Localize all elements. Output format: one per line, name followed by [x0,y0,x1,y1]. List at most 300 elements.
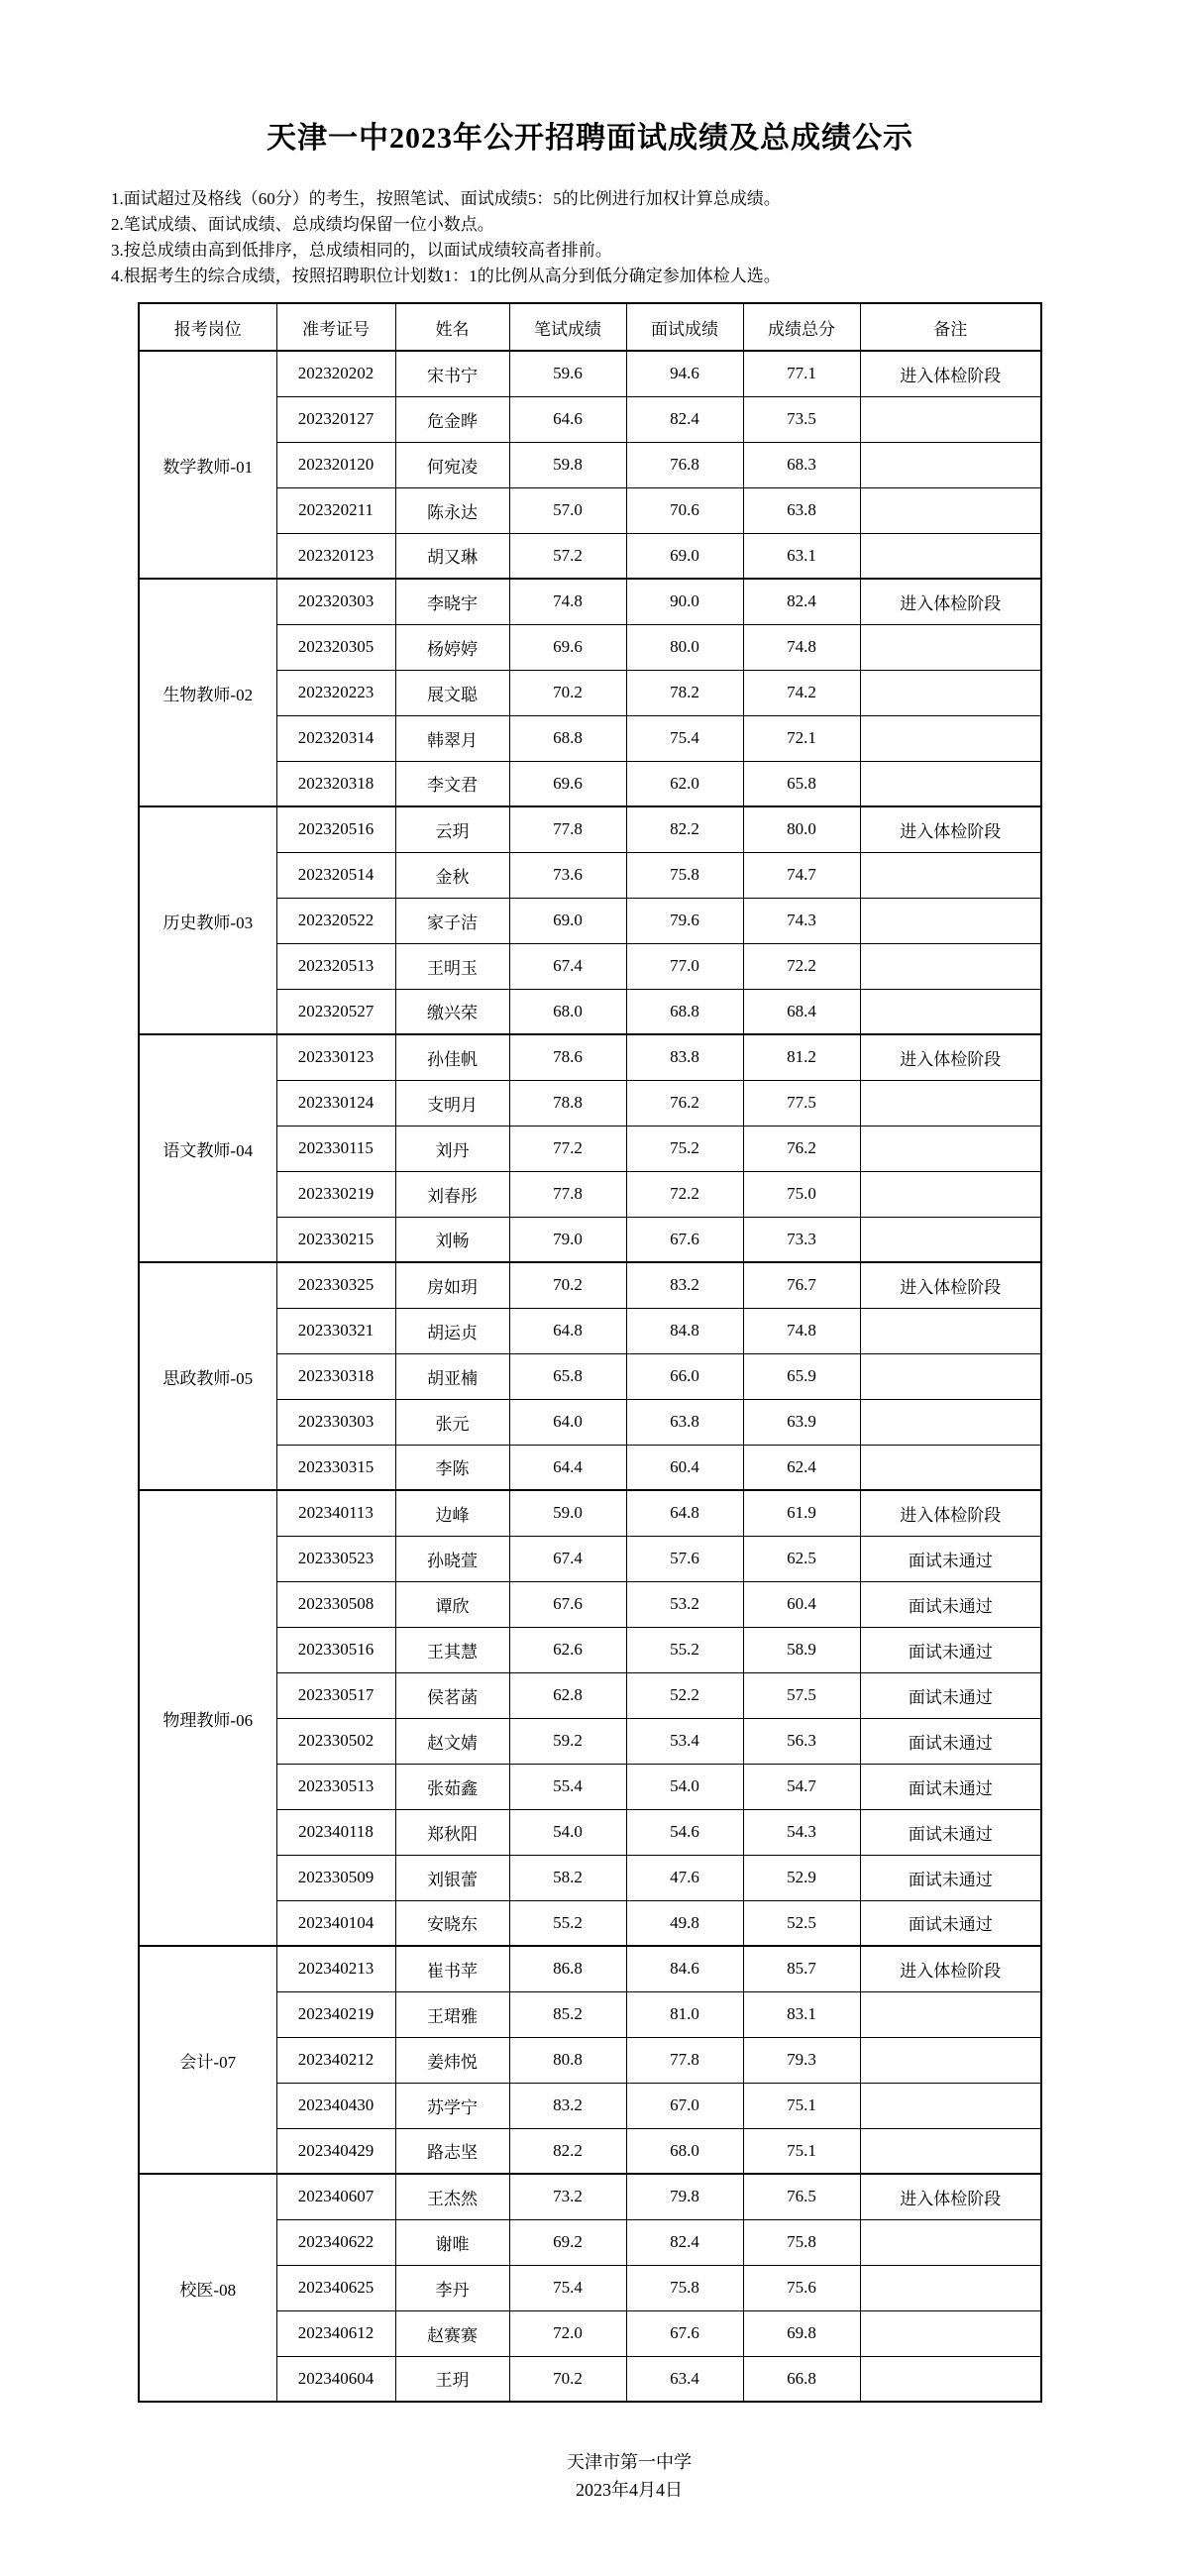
cell-written-score: 77.8 [509,806,626,852]
cell-interview-score: 67.0 [626,2083,743,2128]
cell-exam-id: 202340625 [276,2265,395,2310]
cell-remark [860,487,1041,533]
cell-name: 崔书苹 [395,1946,509,1991]
table-row [139,1490,1041,1536]
cell-interview-score: 49.8 [626,1900,743,1946]
cell-exam-id: 202320305 [276,624,395,670]
cell-total-score: 66.8 [743,2356,860,2402]
table-row [139,806,1041,852]
cell-exam-id: 202330215 [276,1217,395,1262]
cell-name: 危金晔 [395,396,509,442]
cell-remark: 面试未通过 [860,1581,1041,1627]
cell-total-score: 83.1 [743,1991,860,2037]
cell-interview-score: 67.6 [626,1217,743,1262]
cell-remark: 面试未通过 [860,1536,1041,1581]
cell-exam-id: 202340607 [276,2174,395,2219]
cell-interview-score: 75.8 [626,2265,743,2310]
cell-total-score: 69.8 [743,2310,860,2356]
cell-remark [860,624,1041,670]
cell-written-score: 64.8 [509,1308,626,1353]
cell-position: 历史教师-03 [139,806,276,1034]
note-line-3: 3.按总成绩由高到低排序，总成绩相同的，以面试成绩较高者排前。 [111,241,612,260]
cell-written-score: 69.0 [509,898,626,943]
cell-interview-score: 75.4 [626,715,743,761]
cell-interview-score: 57.6 [626,1536,743,1581]
cell-position: 物理教师-06 [139,1490,276,1946]
footer [500,2448,758,2504]
cell-name: 安晓东 [395,1900,509,1946]
cell-remark [860,1353,1041,1399]
cell-remark [860,898,1041,943]
note-line-1: 1.面试超过及格线（60分）的考生，按照笔试、面试成绩5：5的比例进行加权计算总成绩。 [111,189,781,208]
cell-remark: 面试未通过 [860,1718,1041,1764]
cell-interview-score: 55.2 [626,1627,743,1672]
cell-exam-id: 202340118 [276,1809,395,1855]
cell-total-score: 77.1 [743,351,860,396]
cell-interview-score: 79.8 [626,2174,743,2219]
cell-written-score: 54.0 [509,1809,626,1855]
cell-exam-id: 202330315 [276,1445,395,1490]
cell-exam-id: 202340213 [276,1946,395,1991]
page-title: 天津一中2023年公开招聘面试成绩及总成绩公示 [267,122,913,155]
cell-remark: 面试未通过 [860,1809,1041,1855]
cell-written-score: 55.2 [509,1900,626,1946]
cell-remark: 进入体检阶段 [860,1490,1041,1536]
cell-remark [860,2128,1041,2174]
cell-interview-score: 94.6 [626,351,743,396]
cell-total-score: 76.7 [743,1262,860,1308]
cell-remark [860,533,1041,579]
cell-exam-id: 202330123 [276,1034,395,1080]
cell-exam-id: 202330508 [276,1581,395,1627]
cell-interview-score: 53.4 [626,1718,743,1764]
cell-exam-id: 202340622 [276,2219,395,2265]
cell-exam-id: 202330124 [276,1080,395,1126]
cell-remark [860,1308,1041,1353]
cell-remark [860,1445,1041,1490]
cell-name: 王玥 [395,2356,509,2402]
cell-exam-id: 202340612 [276,2310,395,2356]
cell-written-score: 59.6 [509,351,626,396]
cell-interview-score: 54.0 [626,1764,743,1809]
cell-interview-score: 84.6 [626,1946,743,1991]
cell-written-score: 62.6 [509,1627,626,1672]
cell-remark [860,1991,1041,2037]
table-row [139,1262,1041,1308]
cell-exam-id: 202320522 [276,898,395,943]
cell-interview-score: 76.8 [626,442,743,487]
cell-interview-score: 75.8 [626,852,743,898]
cell-total-score: 82.4 [743,579,860,624]
cell-exam-id: 202340219 [276,1991,395,2037]
cell-total-score: 75.6 [743,2265,860,2310]
cell-written-score: 68.0 [509,989,626,1034]
table-row [139,579,1041,624]
cell-exam-id: 202320127 [276,396,395,442]
cell-name: 谭欣 [395,1581,509,1627]
cell-interview-score: 67.6 [626,2310,743,2356]
cell-name: 展文聪 [395,670,509,715]
cell-remark [860,943,1041,989]
cell-name: 刘银蕾 [395,1855,509,1900]
cell-written-score: 59.2 [509,1718,626,1764]
col-header-name: 姓名 [395,303,509,351]
cell-position: 数学教师-01 [139,351,276,579]
cell-exam-id: 202320223 [276,670,395,715]
cell-remark [860,1217,1041,1262]
cell-name: 李晓宇 [395,579,509,624]
cell-written-score: 62.8 [509,1672,626,1718]
cell-interview-score: 77.0 [626,943,743,989]
cell-interview-score: 47.6 [626,1855,743,1900]
cell-remark [860,2037,1041,2083]
cell-interview-score: 72.2 [626,1171,743,1217]
cell-total-score: 68.4 [743,989,860,1034]
cell-total-score: 54.7 [743,1764,860,1809]
cell-position: 会计-07 [139,1946,276,2174]
cell-name: 姜炜悦 [395,2037,509,2083]
cell-name: 张茹鑫 [395,1764,509,1809]
cell-name: 韩翠月 [395,715,509,761]
cell-remark: 面试未通过 [860,1764,1041,1809]
cell-remark [860,1399,1041,1445]
cell-name: 何宛凌 [395,442,509,487]
cell-total-score: 62.4 [743,1445,860,1490]
cell-total-score: 74.2 [743,670,860,715]
col-header-exam-id: 准考证号 [276,303,395,351]
table-row [139,1946,1041,1991]
cell-total-score: 74.8 [743,1308,860,1353]
cell-name: 苏学宁 [395,2083,509,2128]
table-row [139,2174,1041,2219]
cell-written-score: 70.2 [509,670,626,715]
cell-name: 孙晓萱 [395,1536,509,1581]
table-row [139,1034,1041,1080]
table-header-row [139,303,1041,351]
cell-total-score: 54.3 [743,1809,860,1855]
col-header-remark: 备注 [860,303,1041,351]
cell-written-score: 78.6 [509,1034,626,1080]
cell-remark [860,2356,1041,2402]
cell-remark: 面试未通过 [860,1900,1041,1946]
cell-exam-id: 202320527 [276,989,395,1034]
col-header-interview-score: 面试成绩 [626,303,743,351]
col-header-position: 报考岗位 [139,303,276,351]
cell-total-score: 56.3 [743,1718,860,1764]
cell-total-score: 85.7 [743,1946,860,1991]
cell-remark [860,442,1041,487]
cell-name: 路志坚 [395,2128,509,2174]
cell-written-score: 58.2 [509,1855,626,1900]
cell-remark [860,670,1041,715]
cell-written-score: 79.0 [509,1217,626,1262]
cell-interview-score: 69.0 [626,533,743,579]
cell-total-score: 63.8 [743,487,860,533]
cell-exam-id: 202330303 [276,1399,395,1445]
cell-written-score: 72.0 [509,2310,626,2356]
cell-name: 金秋 [395,852,509,898]
cell-interview-score: 83.2 [626,1262,743,1308]
cell-remark [860,2219,1041,2265]
cell-name: 胡运贞 [395,1308,509,1353]
col-header-written-score: 笔试成绩 [509,303,626,351]
cell-name: 房如玥 [395,1262,509,1308]
cell-total-score: 74.3 [743,898,860,943]
cell-written-score: 59.8 [509,442,626,487]
cell-name: 缴兴荣 [395,989,509,1034]
cell-written-score: 67.6 [509,1581,626,1627]
cell-name: 王杰然 [395,2174,509,2219]
cell-interview-score: 62.0 [626,761,743,806]
cell-total-score: 52.5 [743,1900,860,1946]
cell-exam-id: 202340104 [276,1900,395,1946]
cell-name: 边峰 [395,1490,509,1536]
cell-written-score: 70.2 [509,2356,626,2402]
cell-position: 校医-08 [139,2174,276,2402]
cell-remark: 进入体检阶段 [860,1034,1041,1080]
cell-interview-score: 75.2 [626,1126,743,1171]
cell-exam-id: 202320211 [276,487,395,533]
cell-exam-id: 202340429 [276,2128,395,2174]
cell-name: 胡又琳 [395,533,509,579]
cell-exam-id: 202330318 [276,1353,395,1399]
cell-name: 王珺雅 [395,1991,509,2037]
cell-name: 孙佳帆 [395,1034,509,1080]
cell-name: 胡亚楠 [395,1353,509,1399]
cell-exam-id: 202320314 [276,715,395,761]
cell-name: 刘春彤 [395,1171,509,1217]
cell-name: 张元 [395,1399,509,1445]
cell-exam-id: 202320318 [276,761,395,806]
cell-written-score: 77.8 [509,1171,626,1217]
cell-exam-id: 202330115 [276,1126,395,1171]
cell-name: 刘畅 [395,1217,509,1262]
cell-position: 思政教师-05 [139,1262,276,1490]
cell-remark [860,989,1041,1034]
cell-remark [860,2083,1041,2128]
cell-name: 陈永达 [395,487,509,533]
cell-written-score: 55.4 [509,1764,626,1809]
cell-position: 语文教师-04 [139,1034,276,1262]
cell-written-score: 74.8 [509,579,626,624]
cell-interview-score: 76.2 [626,1080,743,1126]
cell-exam-id: 202320514 [276,852,395,898]
cell-interview-score: 64.8 [626,1490,743,1536]
cell-name: 宋书宁 [395,351,509,396]
cell-total-score: 65.8 [743,761,860,806]
cell-written-score: 80.8 [509,2037,626,2083]
cell-interview-score: 63.4 [626,2356,743,2402]
cell-written-score: 67.4 [509,1536,626,1581]
cell-written-score: 69.6 [509,624,626,670]
cell-exam-id: 202330517 [276,1672,395,1718]
cell-total-score: 57.5 [743,1672,860,1718]
cell-interview-score: 81.0 [626,1991,743,2037]
cell-written-score: 85.2 [509,1991,626,2037]
footer-date: 2023年4月4日 [576,2480,683,2500]
cell-total-score: 76.5 [743,2174,860,2219]
cell-position: 生物教师-02 [139,579,276,806]
cell-remark [860,2310,1041,2356]
cell-written-score: 65.8 [509,1353,626,1399]
cell-exam-id: 202330523 [276,1536,395,1581]
cell-total-score: 62.5 [743,1536,860,1581]
cell-total-score: 75.1 [743,2083,860,2128]
cell-total-score: 75.1 [743,2128,860,2174]
cell-exam-id: 202340212 [276,2037,395,2083]
cell-interview-score: 68.8 [626,989,743,1034]
cell-total-score: 81.2 [743,1034,860,1080]
cell-total-score: 77.5 [743,1080,860,1126]
cell-written-score: 64.6 [509,396,626,442]
cell-written-score: 59.0 [509,1490,626,1536]
cell-interview-score: 84.8 [626,1308,743,1353]
cell-total-score: 75.8 [743,2219,860,2265]
cell-total-score: 65.9 [743,1353,860,1399]
cell-written-score: 77.2 [509,1126,626,1171]
cell-exam-id: 202330219 [276,1171,395,1217]
cell-written-score: 86.8 [509,1946,626,1991]
cell-total-score: 63.1 [743,533,860,579]
cell-name: 李丹 [395,2265,509,2310]
cell-total-score: 79.3 [743,2037,860,2083]
cell-total-score: 52.9 [743,1855,860,1900]
cell-remark: 面试未通过 [860,1672,1041,1718]
cell-exam-id: 202330502 [276,1718,395,1764]
cell-remark [860,2265,1041,2310]
cell-total-score: 61.9 [743,1490,860,1536]
cell-remark [860,1126,1041,1171]
cell-name: 郑秋阳 [395,1809,509,1855]
cell-interview-score: 53.2 [626,1581,743,1627]
cell-written-score: 64.4 [509,1445,626,1490]
cell-total-score: 76.2 [743,1126,860,1171]
cell-written-score: 82.2 [509,2128,626,2174]
cell-interview-score: 82.2 [626,806,743,852]
cell-total-score: 68.3 [743,442,860,487]
cell-written-score: 69.6 [509,761,626,806]
cell-interview-score: 78.2 [626,670,743,715]
cell-remark: 面试未通过 [860,1627,1041,1672]
cell-remark [860,852,1041,898]
cell-interview-score: 70.6 [626,487,743,533]
cell-remark [860,715,1041,761]
cell-remark [860,761,1041,806]
cell-written-score: 70.2 [509,1262,626,1308]
cell-interview-score: 90.0 [626,579,743,624]
cell-interview-score: 54.6 [626,1809,743,1855]
cell-name: 刘丹 [395,1126,509,1171]
cell-written-score: 57.0 [509,487,626,533]
cell-exam-id: 202320303 [276,579,395,624]
cell-total-score: 60.4 [743,1581,860,1627]
cell-interview-score: 77.8 [626,2037,743,2083]
cell-written-score: 69.2 [509,2219,626,2265]
cell-name: 赵文婧 [395,1718,509,1764]
cell-total-score: 58.9 [743,1627,860,1672]
cell-total-score: 80.0 [743,806,860,852]
cell-interview-score: 82.4 [626,2219,743,2265]
cell-interview-score: 68.0 [626,2128,743,2174]
cell-written-score: 78.8 [509,1080,626,1126]
cell-total-score: 75.0 [743,1171,860,1217]
cell-total-score: 74.7 [743,852,860,898]
cell-total-score: 73.5 [743,396,860,442]
cell-interview-score: 80.0 [626,624,743,670]
cell-exam-id: 202340113 [276,1490,395,1536]
cell-total-score: 72.1 [743,715,860,761]
cell-name: 谢唯 [395,2219,509,2265]
cell-name: 王其慧 [395,1627,509,1672]
cell-written-score: 68.8 [509,715,626,761]
cell-exam-id: 202320202 [276,351,395,396]
col-header-total-score: 成绩总分 [743,303,860,351]
cell-exam-id: 202320516 [276,806,395,852]
cell-exam-id: 202330516 [276,1627,395,1672]
cell-interview-score: 79.6 [626,898,743,943]
cell-interview-score: 60.4 [626,1445,743,1490]
cell-exam-id: 202340604 [276,2356,395,2402]
cell-total-score: 63.9 [743,1399,860,1445]
cell-remark: 进入体检阶段 [860,806,1041,852]
table-row [139,351,1041,396]
cell-interview-score: 52.2 [626,1672,743,1718]
cell-name: 李陈 [395,1445,509,1490]
cell-written-score: 64.0 [509,1399,626,1445]
cell-interview-score: 83.8 [626,1034,743,1080]
cell-name: 赵赛赛 [395,2310,509,2356]
cell-written-score: 75.4 [509,2265,626,2310]
cell-written-score: 67.4 [509,943,626,989]
cell-written-score: 57.2 [509,533,626,579]
cell-remark: 进入体检阶段 [860,351,1041,396]
cell-name: 家子洁 [395,898,509,943]
cell-remark: 进入体检阶段 [860,1946,1041,1991]
cell-total-score: 74.8 [743,624,860,670]
cell-total-score: 73.3 [743,1217,860,1262]
note-line-4: 4.根据考生的综合成绩，按照招聘职位计划数1：1的比例从高分到低分确定参加体检人选。 [111,267,781,285]
cell-remark [860,1080,1041,1126]
cell-written-score: 83.2 [509,2083,626,2128]
cell-name: 支明月 [395,1080,509,1126]
cell-exam-id: 202340430 [276,2083,395,2128]
cell-written-score: 73.6 [509,852,626,898]
cell-exam-id: 202320123 [276,533,395,579]
note-line-2: 2.笔试成绩、面试成绩、总成绩均保留一位小数点。 [111,215,494,234]
footer-org: 天津市第一中学 [567,2452,692,2472]
cell-exam-id: 202320120 [276,442,395,487]
cell-remark [860,1171,1041,1217]
cell-remark [860,396,1041,442]
notes-list [111,186,1101,289]
cell-interview-score: 82.4 [626,396,743,442]
cell-remark: 进入体检阶段 [860,1262,1041,1308]
cell-name: 李文君 [395,761,509,806]
cell-written-score: 73.2 [509,2174,626,2219]
cell-name: 王明玉 [395,943,509,989]
cell-name: 杨婷婷 [395,624,509,670]
cell-remark: 进入体检阶段 [860,2174,1041,2219]
cell-remark: 进入体检阶段 [860,579,1041,624]
cell-exam-id: 202330513 [276,1764,395,1809]
cell-exam-id: 202330325 [276,1262,395,1308]
cell-exam-id: 202330509 [276,1855,395,1900]
cell-remark: 面试未通过 [860,1855,1041,1900]
cell-exam-id: 202320513 [276,943,395,989]
score-table [138,302,1042,2403]
cell-total-score: 72.2 [743,943,860,989]
cell-interview-score: 66.0 [626,1353,743,1399]
